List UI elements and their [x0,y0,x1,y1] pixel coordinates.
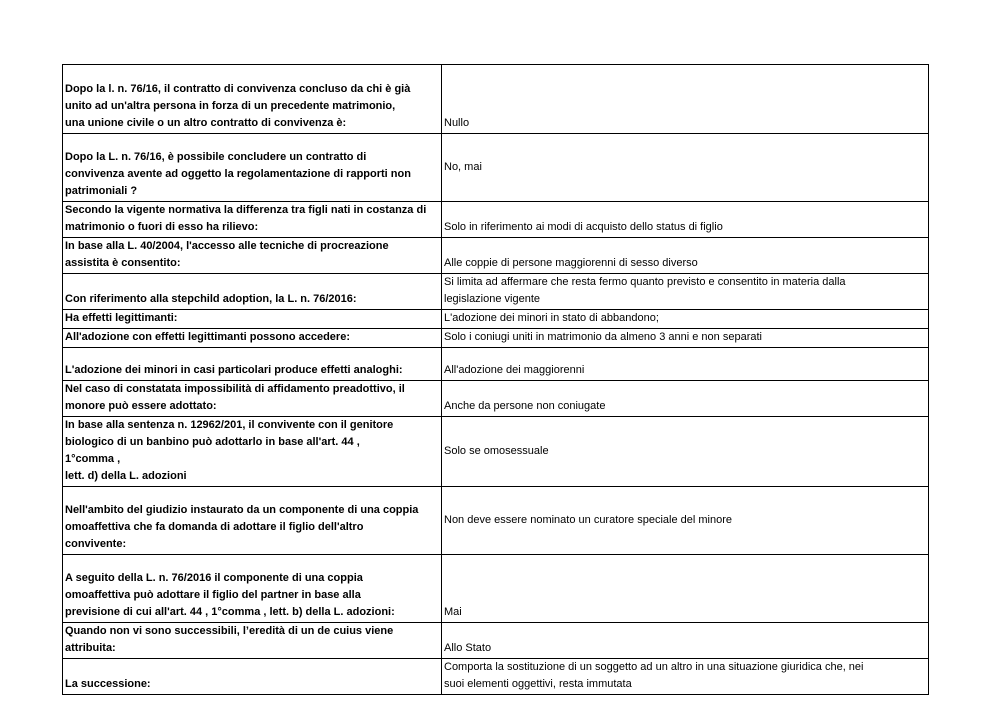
table-row [63,202,929,238]
quiz-table [62,64,929,695]
table-row [63,329,929,348]
answer-cell: Solo se omosessuale [442,417,929,487]
table-row [63,134,929,202]
table-row [63,65,929,134]
answer-cell: Non deve essere nominato un curatore speciale del minore [442,487,929,555]
question-cell: All'adozione con effetti legittimanti possono accedere: [63,329,442,348]
table-row [63,274,929,310]
answer-cell: Si limita ad affermare che resta fermo quanto previsto e consentito in materia dalla legislazione vigente [442,274,929,310]
question-cell: Nel caso di constatata impossibilità di affidamento preadottivo, il monore può essere adottato: [63,381,442,417]
table-row [63,623,929,659]
question-cell: Nell'ambito del giudizio instaurato da un componente di una coppia omoaffettiva che fa domanda di adottare il figlio dell'altro convivente: [63,487,442,555]
answer-cell: Allo Stato [442,623,929,659]
answer-cell: Solo in riferimento ai modi di acquisto dello status di figlio [442,202,929,238]
answer-cell: No, mai [442,134,929,202]
table-row [63,381,929,417]
question-cell: Quando non vi sono successibili, l’eredità di un de cuius viene attribuita: [63,623,442,659]
question-cell: Secondo la vigente normativa la differenza tra figli nati in costanza di matrimonio o fuori di esso ha rilievo: [63,202,442,238]
table-row [63,238,929,274]
question-cell: Ha effetti legittimanti: [63,310,442,329]
answer-cell: All'adozione dei maggiorenni [442,348,929,381]
table-row [63,487,929,555]
answer-cell: Solo i coniugi uniti in matrimonio da almeno 3 anni e non separati [442,329,929,348]
answer-cell: L'adozione dei minori in stato di abbandono; [442,310,929,329]
answer-cell: Alle coppie di persone maggiorenni di sesso diverso [442,238,929,274]
table-row [63,555,929,623]
question-cell: La successione: [63,659,442,695]
answer-cell: Comporta la sostituzione di un soggetto ad un altro in una situazione giuridica che, nei suoi elementi oggettivi, resta immutata [442,659,929,695]
table-row [63,659,929,695]
question-cell: Dopo la l. n. 76/16, il contratto di convivenza concluso da chi è già unito ad un'altra persona in forza di un precedente matrimonio, una unione civile o un altro contratto di convivenza è: [63,65,442,134]
question-cell: Con riferimento alla stepchild adoption, la L. n. 76/2016: [63,274,442,310]
table-row [63,417,929,487]
table-row [63,348,929,381]
question-cell: In base alla sentenza n. 12962/201, il convivente con il genitore biologico di un banbino può adottarlo in base all'art. 44 , 1°comma , lett. d) della L. adozioni [63,417,442,487]
question-cell: L'adozione dei minori in casi particolari produce effetti analoghi: [63,348,442,381]
question-cell: A seguito della L. n. 76/2016 il componente di una coppia omoaffettiva può adottare il figlio del partner in base alla previsione di cui all'art. 44 , 1°comma , lett. b) della L. adozioni: [63,555,442,623]
table-row [63,310,929,329]
question-cell: Dopo la L. n. 76/16, è possibile concludere un contratto di convivenza avente ad oggetto la regolamentazione di rapporti non patrimoniali ? [63,134,442,202]
answer-cell: Mai [442,555,929,623]
question-cell: In base alla L. 40/2004, l'accesso alle tecniche di procreazione assistita è consentito: [63,238,442,274]
answer-cell: Nullo [442,65,929,134]
answer-cell: Anche da persone non coniugate [442,381,929,417]
